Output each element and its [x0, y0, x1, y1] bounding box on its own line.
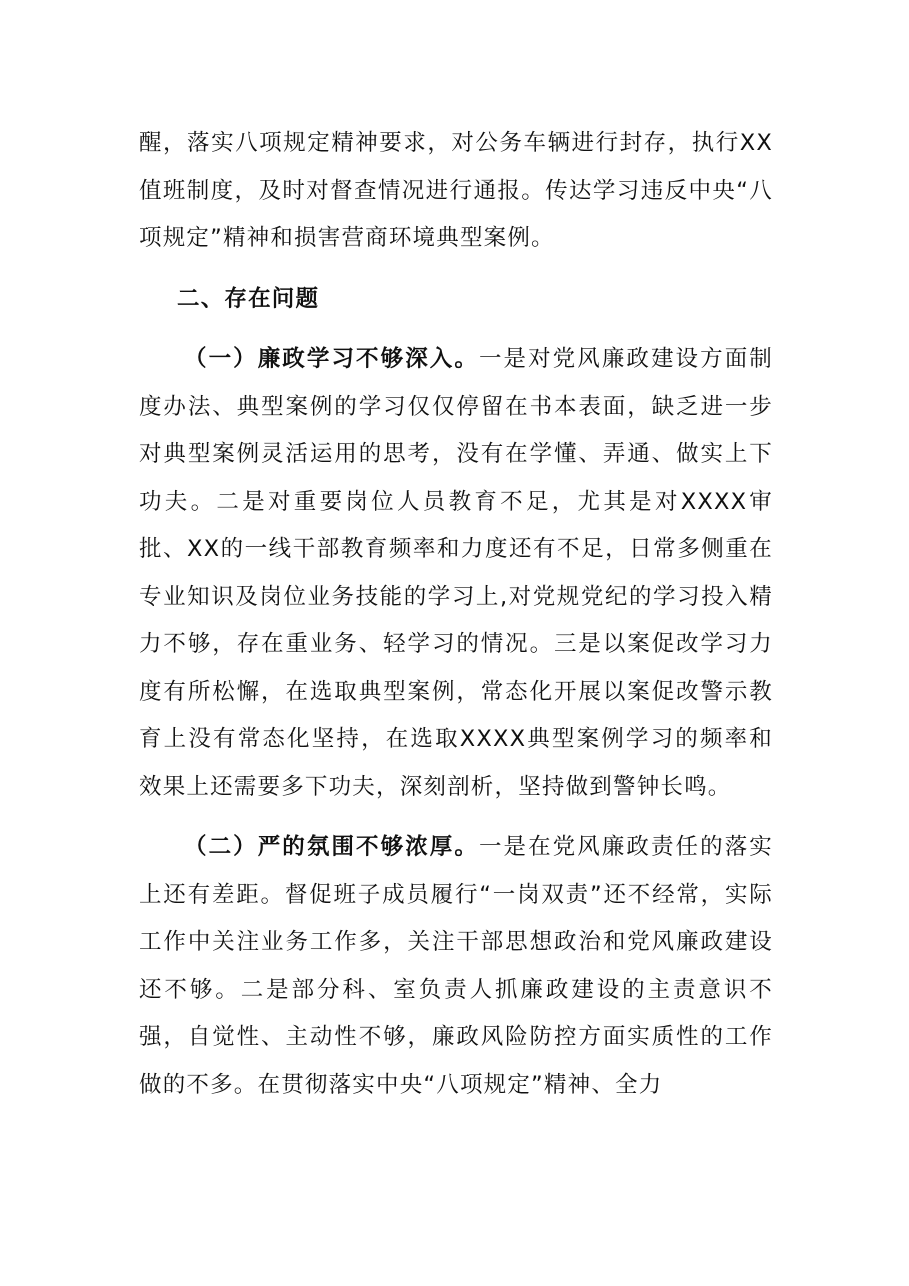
document-body — [139, 120, 773, 1109]
issue-1-title: （一）廉政学习不够深入。 — [184, 346, 479, 372]
intro-paragraph — [139, 120, 773, 263]
issue-2-body: 一是在党风廉政责任的落实上还有差距。督促班子成员履行“一岗双责”还不经常，实际工作中关注业务工作多，关注干部思想政治和党风廉政建设还不够。二是部分科、室负责人抓廉政建设的主责意识不强，自觉性、主动性不够，廉政风险防控方面实质性的工作做的不多。在贯彻落实中央“八项规定”精神、全力 — [139, 834, 773, 1098]
issue-1-paragraph — [139, 336, 773, 811]
issue-1-body: 一是对党风廉政建设方面制度办法、典型案例的学习仅仅停留在书本表面，缺乏进一步对典型案例灵活运用的思考，没有在学懂、弄通、做实上下功夫。二是对重要岗位人员教育不足，尤其是对XXXX审批、XX的一线干部教育频率和力度还有不足，日常多侧重在专业知识及岗位业务技能的学习上,对党规党纪的学习投入精力不够，存在重业务、轻学习的情况。三是以案促改学习力度有所松懈，在选取典型案例，常态化开展以案促改警示教育上没有常态化坚持，在选取XXXX典型案例学习的频率和效果上还需要多下功夫，深刻剖析，坚持做到警钟长鸣。 — [139, 346, 773, 800]
issue-2-paragraph — [139, 824, 773, 1109]
intro-paragraph-text: 醒，落实八项规定精神要求，对公务车辆进行封存，执行XX值班制度，及时对督查情况进行通报。传达学习违反中央“八项规定”精神和损害营商环境典型案例。 — [139, 130, 773, 251]
issue-2-title: （二）严的氛围不够浓厚。 — [184, 834, 479, 860]
paragraph-spacer — [139, 811, 773, 824]
section-heading: 二、存在问题 — [177, 285, 320, 312]
